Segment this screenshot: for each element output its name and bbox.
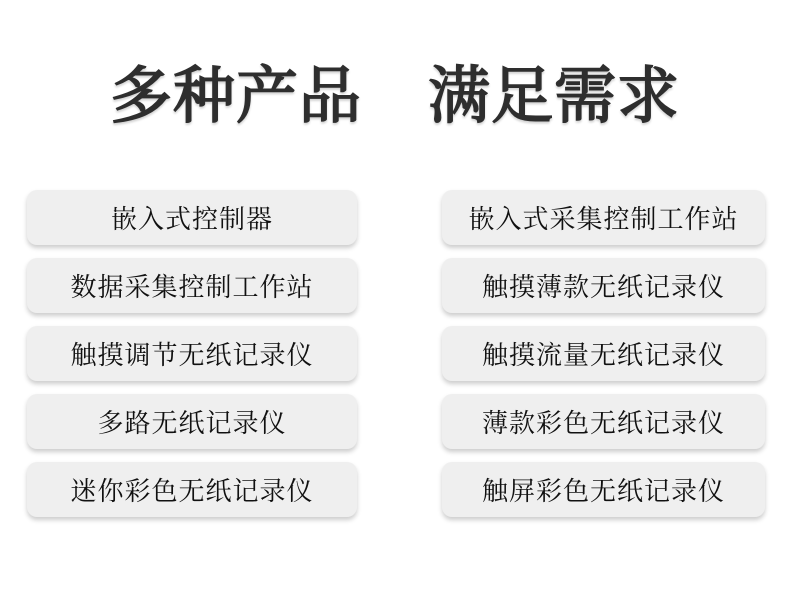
product-button-embedded-controller[interactable] bbox=[27, 190, 357, 245]
product-column-right bbox=[442, 190, 765, 517]
product-button-touch-slim-paperless-recorder[interactable] bbox=[442, 258, 765, 313]
page-title-part-2: 满足需求 bbox=[428, 59, 681, 132]
page-title-part-1: 多种产品 bbox=[109, 59, 362, 132]
product-button-label: 薄款彩色无纸记录仪 bbox=[481, 409, 725, 439]
product-button-touch-regulating-paperless-recorder[interactable] bbox=[27, 326, 357, 381]
product-button-touch-flow-paperless-recorder[interactable] bbox=[442, 326, 765, 381]
product-button-data-acquisition-control-workstation[interactable] bbox=[27, 258, 357, 313]
product-button-slim-color-paperless-recorder[interactable] bbox=[442, 394, 765, 449]
product-button-label: 触摸流量无纸记录仪 bbox=[481, 341, 725, 371]
product-button-label: 嵌入式采集控制工作站 bbox=[468, 205, 739, 235]
product-button-label: 数据采集控制工作站 bbox=[70, 273, 314, 303]
product-button-label: 多路无纸记录仪 bbox=[97, 409, 287, 439]
page-title bbox=[0, 59, 790, 132]
product-button-label: 触屏彩色无纸记录仪 bbox=[481, 477, 725, 507]
product-column-left bbox=[27, 190, 357, 517]
product-button-multichannel-paperless-recorder[interactable] bbox=[27, 394, 357, 449]
product-button-touchscreen-color-paperless-recorder[interactable] bbox=[442, 462, 765, 517]
product-button-label: 触摸调节无纸记录仪 bbox=[70, 341, 314, 371]
product-button-mini-color-paperless-recorder[interactable] bbox=[27, 462, 357, 517]
product-button-label: 嵌入式控制器 bbox=[110, 205, 273, 235]
product-button-embedded-acquisition-control-workstation[interactable] bbox=[442, 190, 765, 245]
product-button-label: 迷你彩色无纸记录仪 bbox=[70, 477, 314, 507]
product-button-label: 触摸薄款无纸记录仪 bbox=[481, 273, 725, 303]
